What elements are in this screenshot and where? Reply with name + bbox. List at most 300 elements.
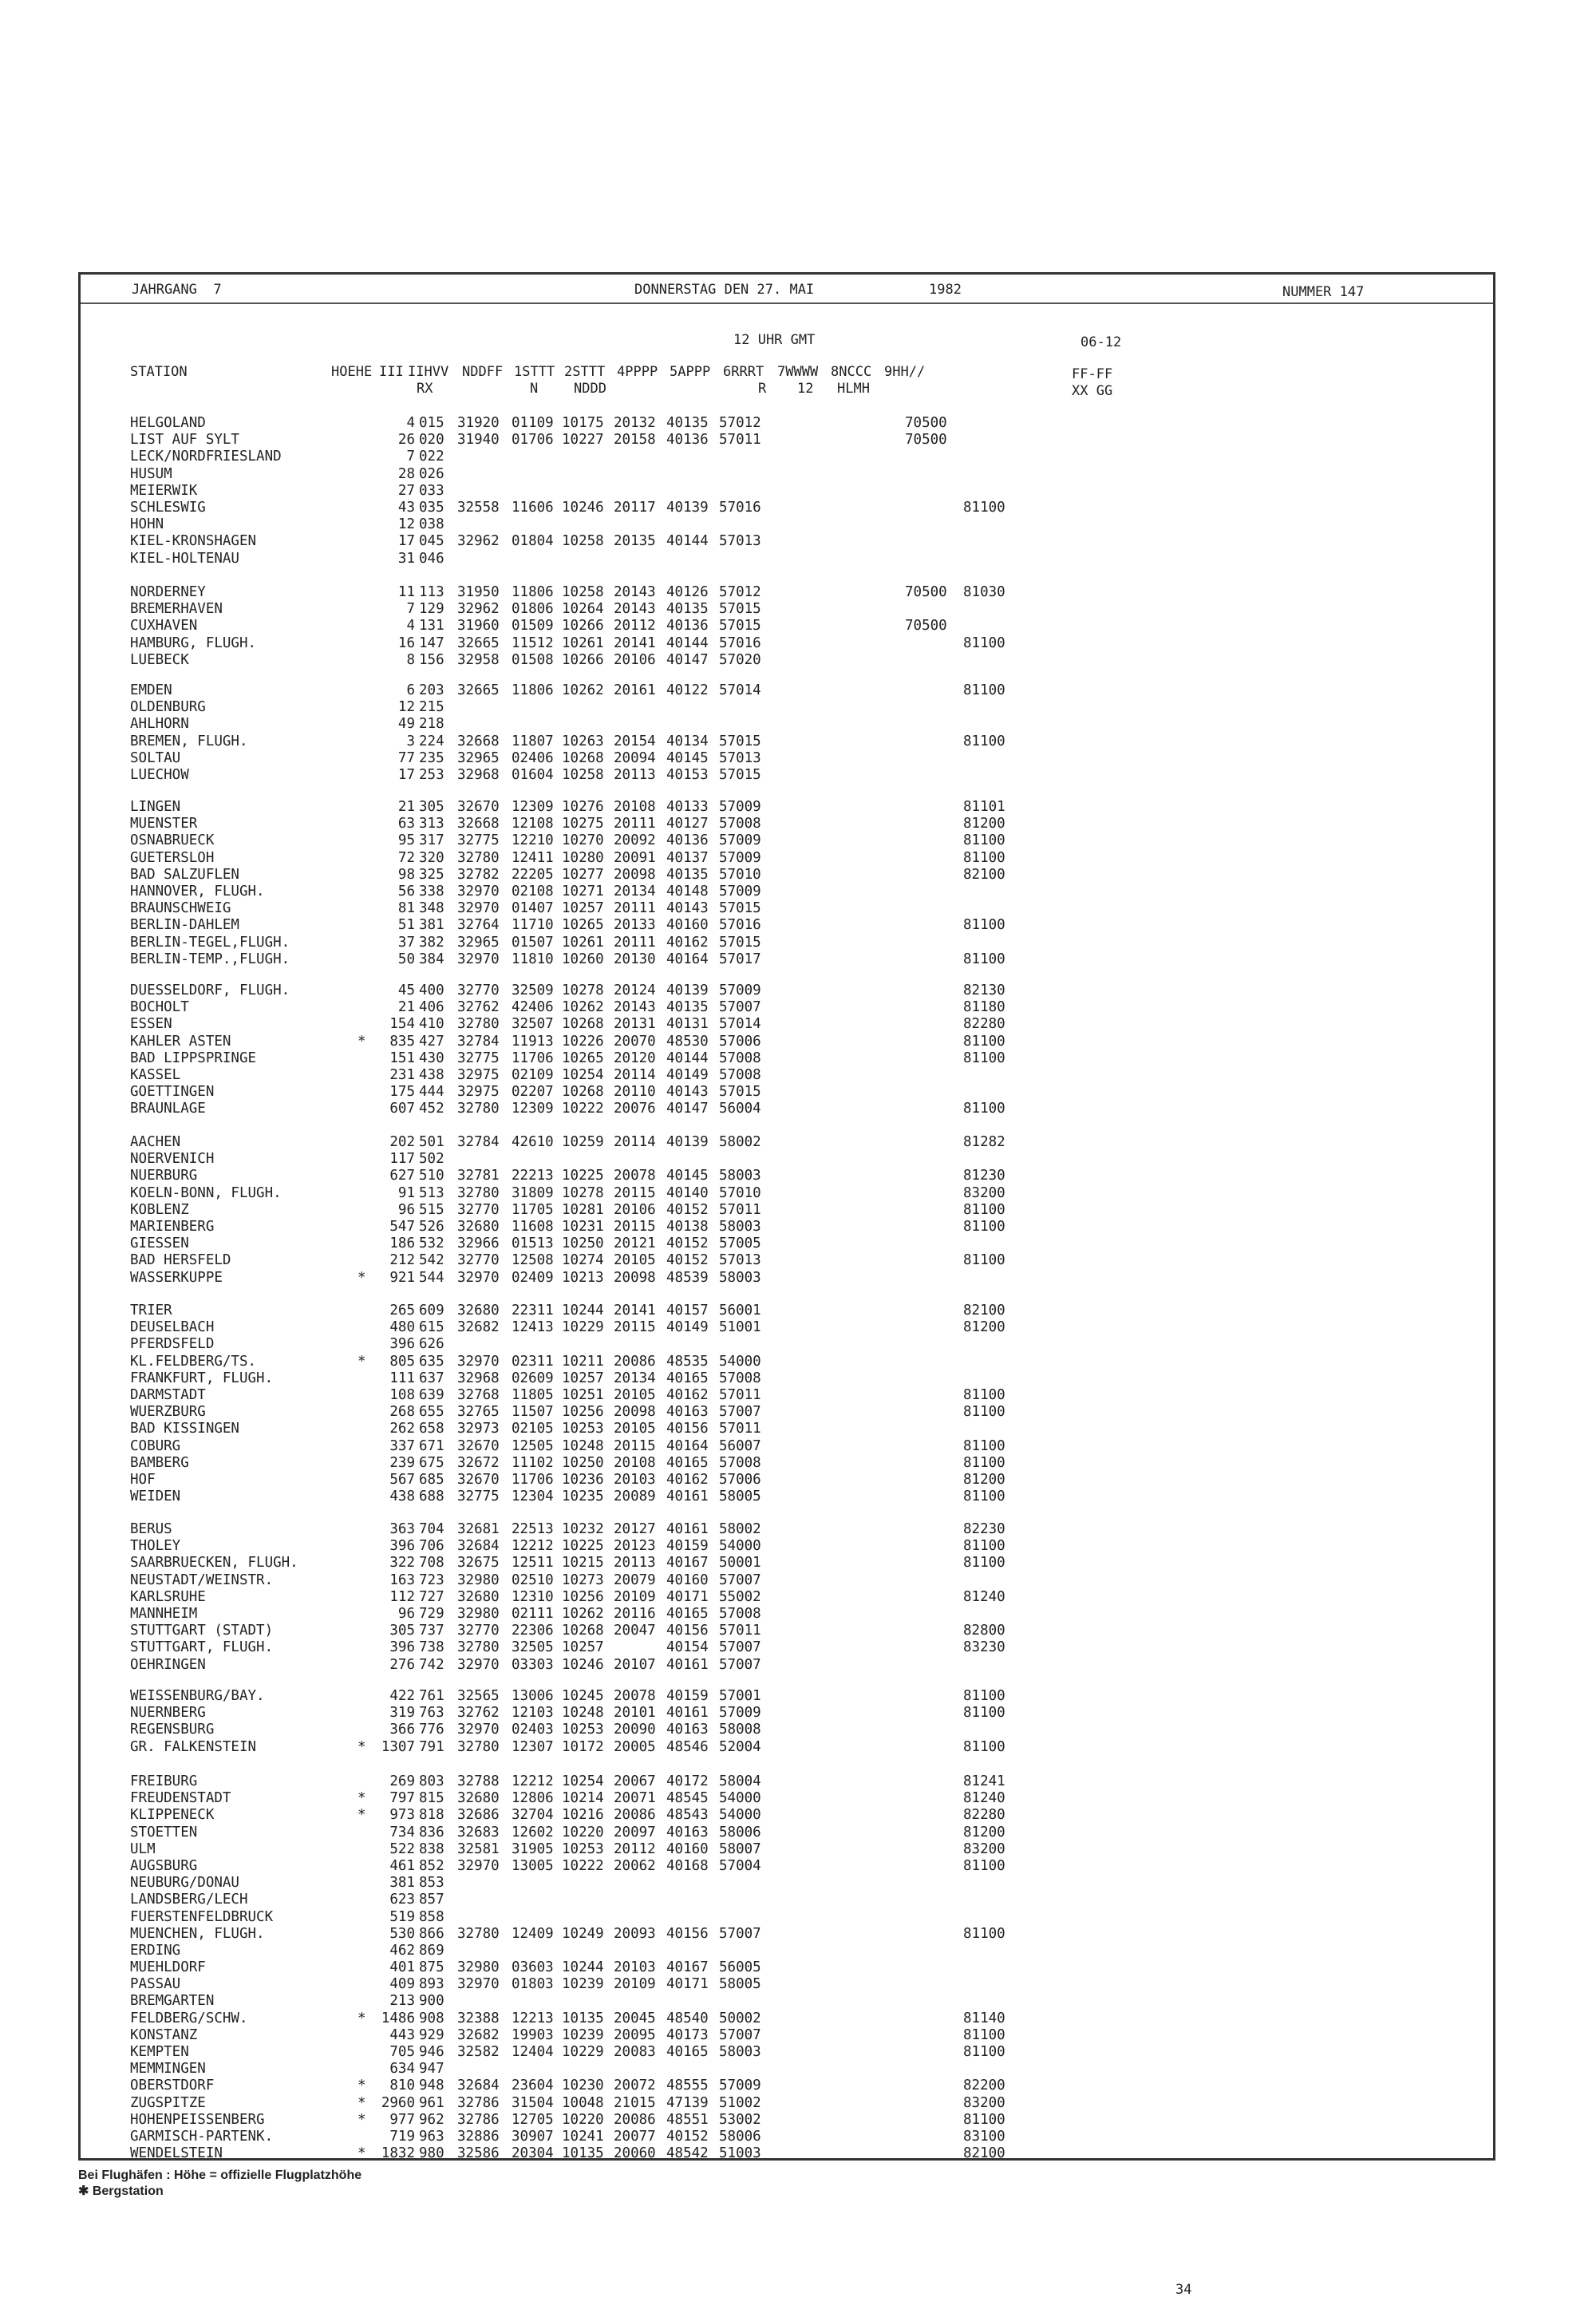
group-4pppp: 48551: [666, 2111, 709, 2128]
station-id: 869: [419, 1942, 444, 1959]
group-2sttt: 20127: [614, 1521, 656, 1537]
station-name: HUSUM: [130, 465, 172, 482]
group-8nccc: 82280: [963, 1016, 1005, 1033]
group-1sttt: 10257: [562, 1370, 604, 1386]
group-5appp: 58003: [719, 2044, 761, 2060]
group-5appp: 57015: [719, 934, 761, 951]
height: 186: [389, 1236, 415, 1252]
group-5appp: 54000: [719, 1538, 761, 1555]
station-name: FREIBURG: [130, 1773, 198, 1789]
station-group-3: [130, 682, 1493, 784]
group-1sttt: 10175: [562, 415, 604, 431]
station-id: 410: [419, 1016, 444, 1033]
station-id: 655: [419, 1404, 444, 1421]
group-5appp: 58007: [719, 1840, 761, 1857]
group-iihvv: 32786: [457, 2111, 500, 2128]
group-iihvv: 32980: [457, 1605, 500, 1622]
group-4pppp: 40161: [666, 1656, 709, 1673]
station-row: [130, 1657, 1493, 1674]
height: 305: [389, 1623, 415, 1639]
station-row: [130, 2112, 1493, 2129]
station-id: 658: [419, 1421, 444, 1437]
group-1sttt: 10246: [562, 499, 604, 516]
station-name: GIESSEN: [130, 1236, 189, 1252]
group-nddff: 02105: [512, 1421, 554, 1437]
height: 95: [397, 832, 415, 849]
group-1sttt: 10253: [562, 1421, 604, 1437]
group-iihvv: 32886: [457, 2128, 500, 2145]
group-nddff: 11606: [512, 499, 554, 516]
group-8nccc: 81100: [963, 682, 1005, 698]
station-id: 704: [419, 1521, 444, 1537]
station-id: 671: [419, 1437, 444, 1454]
group-1sttt: 10235: [562, 1489, 604, 1505]
station-row: [130, 1236, 1493, 1252]
group-5appp: 57010: [719, 866, 761, 883]
group-1sttt: 10266: [562, 618, 604, 635]
station-name: KARLSRUHE: [130, 1588, 206, 1605]
group-8nccc: 81100: [963, 1454, 1005, 1471]
group-8nccc: 81100: [963, 1404, 1005, 1421]
group-1sttt: 10227: [562, 432, 604, 449]
station-id: 317: [419, 832, 444, 849]
group-5appp: 57020: [719, 651, 761, 668]
height: 462: [389, 1942, 415, 1959]
station-name: BREMGARTEN: [130, 1993, 215, 2010]
group-4pppp: 40161: [666, 1521, 709, 1537]
group-nddff: 02207: [512, 1084, 554, 1101]
station-group-9: [130, 1688, 1493, 1756]
group-5appp: 58006: [719, 1824, 761, 1840]
group-4pppp: 48545: [666, 1790, 709, 1807]
group-4pppp: 40160: [666, 917, 709, 934]
station-name: BREMEN, FLUGH.: [130, 733, 248, 749]
group-5appp: 58003: [719, 1218, 761, 1235]
station-name: MUENSTER: [130, 816, 198, 832]
group-2sttt: 20105: [614, 1421, 656, 1437]
group-2sttt: 20141: [614, 1303, 656, 1319]
group-2sttt: 20086: [614, 1353, 656, 1370]
height: 409: [389, 1976, 415, 1993]
group-nddff: 11710: [512, 917, 554, 934]
group-5appp: 57007: [719, 1925, 761, 1942]
group-1sttt: 10254: [562, 1773, 604, 1789]
group-8nccc: 81282: [963, 1134, 1005, 1150]
group-nddff: 01509: [512, 618, 554, 635]
station-name: BERLIN-TEGEL,FLUGH.: [130, 934, 290, 951]
group-nddff: 13005: [512, 1857, 554, 1874]
group-2sttt: 20113: [614, 1555, 656, 1572]
group-nddff: 12505: [512, 1437, 554, 1454]
station-row: [130, 733, 1493, 750]
station-id: 609: [419, 1303, 444, 1319]
group-4pppp: 40143: [666, 1084, 709, 1101]
group-5appp: 57014: [719, 682, 761, 698]
col-nddff: NDDFF: [462, 364, 504, 380]
group-5appp: 57015: [719, 766, 761, 783]
group-iihvv: 32686: [457, 1807, 500, 1824]
group-2sttt: 20086: [614, 2111, 656, 2128]
group-5appp: 57006: [719, 1033, 761, 1050]
height: 522: [389, 1840, 415, 1857]
station-id: 513: [419, 1184, 444, 1201]
group-nddff: 31504: [512, 2094, 554, 2111]
group-5appp: 57015: [719, 900, 761, 917]
height: 108: [389, 1386, 415, 1403]
group-8nccc: 81200: [963, 1824, 1005, 1840]
group-5appp: 56004: [719, 1101, 761, 1117]
station-id: 384: [419, 951, 444, 967]
height: 461: [389, 1857, 415, 1874]
group-8nccc: 83200: [963, 1840, 1005, 1857]
group-iihvv: 32958: [457, 651, 500, 668]
group-nddff: 12705: [512, 2111, 554, 2128]
group-8nccc: 81100: [963, 849, 1005, 866]
group-4pppp: 40136: [666, 618, 709, 635]
col-iihvv: IIHVV: [408, 364, 449, 380]
group-nddff: 12309: [512, 1101, 554, 1117]
group-8nccc: 83200: [963, 1184, 1005, 1201]
height: 519: [389, 1908, 415, 1925]
group-4pppp: 40153: [666, 766, 709, 783]
group-5appp: 55002: [719, 1588, 761, 1605]
group-nddff: 12212: [512, 1538, 554, 1555]
station-name: WEIDEN: [130, 1489, 181, 1505]
group-4pppp: 40139: [666, 499, 709, 516]
group-1sttt: 10250: [562, 1236, 604, 1252]
height: 56: [397, 883, 415, 899]
station-row: [130, 1807, 1493, 1824]
group-2sttt: 20089: [614, 1489, 656, 1505]
station-row: [130, 1858, 1493, 1875]
group-4pppp: 40171: [666, 1588, 709, 1605]
footnotes: [78, 2168, 361, 2200]
station-id: 853: [419, 1875, 444, 1892]
station-row: [130, 1270, 1493, 1287]
group-1sttt: 10236: [562, 1471, 604, 1488]
station-name: NOERVENICH: [130, 1151, 215, 1168]
group-nddff: 11102: [512, 1454, 554, 1471]
station-id: 038: [419, 516, 444, 533]
group-2sttt: 20090: [614, 1722, 656, 1738]
height: 366: [389, 1722, 415, 1738]
group-iihvv: 32965: [457, 934, 500, 951]
station-row: [130, 1623, 1493, 1639]
group-2sttt: 20103: [614, 1959, 656, 1976]
group-iihvv: 32780: [457, 1925, 500, 1942]
group-4pppp: 40144: [666, 533, 709, 550]
group-1sttt: 10262: [562, 999, 604, 1016]
group-iihvv: 32565: [457, 1688, 500, 1704]
group-8nccc: 82230: [963, 1521, 1005, 1537]
group-2sttt: 20109: [614, 1588, 656, 1605]
group-5appp: 57009: [719, 982, 761, 998]
station-id: 866: [419, 1925, 444, 1942]
station-id: 430: [419, 1050, 444, 1066]
group-8nccc: 81200: [963, 816, 1005, 832]
group-5appp: 57007: [719, 2026, 761, 2043]
station-name: LECK/NORDFRIESLAND: [130, 449, 282, 465]
station-name: ULM: [130, 1840, 156, 1857]
group-8nccc: 81100: [963, 1555, 1005, 1572]
group-7wwww: 70500: [905, 618, 947, 635]
mountain-marker: *: [358, 1790, 366, 1807]
station-name: NUERBURG: [130, 1168, 198, 1184]
station-group-8: [130, 1521, 1493, 1674]
station-id: 129: [419, 601, 444, 618]
group-5appp: 50002: [719, 2010, 761, 2026]
group-8nccc: 81240: [963, 1588, 1005, 1605]
station-name: BAD KISSINGEN: [130, 1421, 239, 1437]
station-name: AACHEN: [130, 1134, 181, 1150]
group-8nccc: 81100: [963, 1050, 1005, 1066]
group-iihvv: 32765: [457, 1404, 500, 1421]
station-id: 253: [419, 766, 444, 783]
group-4pppp: 40144: [666, 1050, 709, 1066]
station-id: 532: [419, 1236, 444, 1252]
group-nddff: 01513: [512, 1236, 554, 1252]
group-5appp: 57011: [719, 1623, 761, 1639]
station-group-1: [130, 415, 1493, 567]
col-hoehe: HOEHE: [331, 364, 373, 380]
group-2sttt: 20108: [614, 799, 656, 815]
height: 3: [406, 733, 415, 749]
station-row: [130, 1976, 1493, 1993]
group-1sttt: 10273: [562, 1572, 604, 1588]
group-iihvv: 32788: [457, 1773, 500, 1789]
group-2sttt: 20143: [614, 584, 656, 600]
group-nddff: 11806: [512, 584, 554, 600]
station-name: WASSERKUPPE: [130, 1269, 223, 1286]
group-2sttt: 20047: [614, 1623, 656, 1639]
station-id: 438: [419, 1066, 444, 1083]
group-1sttt: 10278: [562, 1184, 604, 1201]
group-8nccc: 81100: [963, 1538, 1005, 1555]
group-nddff: 02311: [512, 1353, 554, 1370]
station-row: [130, 1185, 1493, 1202]
jahrgang: JAHRGANG 7: [132, 282, 222, 298]
group-1sttt: 10216: [562, 1807, 604, 1824]
station-id: 501: [419, 1134, 444, 1150]
height: 151: [389, 1050, 415, 1066]
station-id: 156: [419, 651, 444, 668]
station-name: NEUBURG/DONAU: [130, 1875, 239, 1892]
height: 396: [389, 1538, 415, 1555]
height: 43: [397, 499, 415, 516]
station-name: AUGSBURG: [130, 1857, 198, 1874]
station-name: MANNHEIM: [130, 1605, 198, 1622]
col-station: STATION: [130, 364, 188, 380]
station-row: [130, 1773, 1493, 1790]
station-name: MUENCHEN, FLUGH.: [130, 1925, 265, 1942]
station-row: [130, 1202, 1493, 1219]
group-iihvv: 32770: [457, 982, 500, 998]
group-8nccc: 82100: [963, 2145, 1005, 2162]
group-8nccc: 81240: [963, 1790, 1005, 1807]
mountain-marker: *: [358, 2094, 366, 2111]
station-name: CUXHAVEN: [130, 618, 198, 635]
group-1sttt: 10259: [562, 1134, 604, 1150]
group-5appp: 57007: [719, 999, 761, 1016]
group-5appp: 54000: [719, 1807, 761, 1824]
height: 212: [389, 1252, 415, 1269]
station-name: WENDELSTEIN: [130, 2145, 223, 2162]
group-iihvv: 32975: [457, 1084, 500, 1101]
group-8nccc: 81200: [963, 1319, 1005, 1336]
group-5appp: 58006: [719, 2128, 761, 2145]
group-5appp: 56007: [719, 1437, 761, 1454]
mountain-marker: *: [358, 1269, 366, 1286]
col-6rrrt-sub: R: [758, 381, 767, 397]
station-id: 791: [419, 1738, 444, 1755]
station-name: HANNOVER, FLUGH.: [130, 883, 265, 899]
group-4pppp: 40133: [666, 799, 709, 815]
height: 154: [389, 1016, 415, 1033]
group-5appp: 58002: [719, 1521, 761, 1537]
group-4pppp: 40173: [666, 2026, 709, 2043]
group-nddff: 42610: [512, 1134, 554, 1150]
group-2sttt: 20072: [614, 2078, 656, 2094]
group-5appp: 50001: [719, 1555, 761, 1572]
group-5appp: 51003: [719, 2145, 761, 2162]
height: 163: [389, 1572, 415, 1588]
group-1sttt: 10275: [562, 816, 604, 832]
station-name: HOF: [130, 1471, 156, 1488]
group-5appp: 57008: [719, 1050, 761, 1066]
height: 31: [397, 550, 415, 567]
station-id: 742: [419, 1656, 444, 1673]
station-row: [130, 2010, 1493, 2027]
mountain-marker: *: [358, 2010, 366, 2026]
mountain-marker: *: [358, 2078, 366, 2094]
group-iihvv: 31920: [457, 415, 500, 431]
station-row: [130, 1252, 1493, 1269]
station-row: [130, 1101, 1493, 1117]
group-5appp: 57007: [719, 1639, 761, 1656]
height: 96: [397, 1201, 415, 1218]
group-1sttt: 10248: [562, 1437, 604, 1454]
group-8nccc: 81100: [963, 1738, 1005, 1755]
group-1sttt: 10268: [562, 1623, 604, 1639]
height: 269: [389, 1773, 415, 1789]
station-row: [130, 917, 1493, 934]
station-name: MEMMINGEN: [130, 2061, 206, 2078]
group-nddff: 01604: [512, 766, 554, 783]
group-4pppp: 40156: [666, 1623, 709, 1639]
group-iihvv: 32775: [457, 1050, 500, 1066]
station-row: [130, 884, 1493, 900]
station-id: 962: [419, 2111, 444, 2128]
group-2sttt: 20132: [614, 415, 656, 431]
group-iihvv: 32784: [457, 1033, 500, 1050]
group-1sttt: 10257: [562, 900, 604, 917]
height: 1307: [381, 1738, 415, 1755]
group-8nccc: 81100: [963, 1688, 1005, 1704]
group-4pppp: 40160: [666, 1572, 709, 1588]
group-nddff: 12508: [512, 1252, 554, 1269]
height: 7: [406, 601, 415, 618]
group-iihvv: 31940: [457, 432, 500, 449]
col-6rrrt: 6RRRT: [723, 364, 764, 380]
station-name: KLIPPENECK: [130, 1807, 215, 1824]
group-2sttt: 20106: [614, 651, 656, 668]
station-row: [130, 1084, 1493, 1101]
group-5appp: 57001: [719, 1688, 761, 1704]
group-nddff: 01803: [512, 1976, 554, 1993]
station-row: [130, 750, 1493, 767]
station-name: SOLTAU: [130, 749, 181, 766]
height: 627: [389, 1168, 415, 1184]
height: 63: [397, 816, 415, 832]
group-nddff: 02609: [512, 1370, 554, 1386]
station-id: 857: [419, 1892, 444, 1908]
station-row: [130, 1370, 1493, 1387]
station-name: BRAUNLAGE: [130, 1101, 206, 1117]
station-row: [130, 1892, 1493, 1908]
group-8nccc: 83230: [963, 1639, 1005, 1656]
station-id: 381: [419, 917, 444, 934]
station-row: [130, 1303, 1493, 1319]
station-row: [130, 1521, 1493, 1538]
group-iihvv: 32784: [457, 1134, 500, 1150]
station-row: [130, 635, 1493, 652]
station-name: HELGOLAND: [130, 415, 206, 431]
group-1sttt: 10239: [562, 1976, 604, 1993]
group-iihvv: 32675: [457, 1555, 500, 1572]
station-row: [130, 1354, 1493, 1370]
group-nddff: 12213: [512, 2010, 554, 2026]
group-5appp: 56001: [719, 1303, 761, 1319]
station-id: 763: [419, 1705, 444, 1722]
group-8nccc: 81100: [963, 917, 1005, 934]
group-iihvv: 32970: [457, 1857, 500, 1874]
group-2sttt: 20130: [614, 951, 656, 967]
group-1sttt: 10220: [562, 2111, 604, 2128]
height: 835: [389, 1033, 415, 1050]
group-7wwww: 70500: [905, 415, 947, 431]
group-iihvv: 32581: [457, 1840, 500, 1857]
station-name: COBURG: [130, 1437, 181, 1454]
station-id: 815: [419, 1790, 444, 1807]
station-name: WUERZBURG: [130, 1404, 206, 1421]
group-2sttt: 20076: [614, 1101, 656, 1117]
group-iihvv: 32970: [457, 1722, 500, 1738]
group-8nccc: 81100: [963, 1218, 1005, 1235]
height: 6: [406, 682, 415, 698]
height: 96: [397, 1605, 415, 1622]
group-8nccc: 82100: [963, 1303, 1005, 1319]
station-name: GOETTINGEN: [130, 1084, 215, 1101]
height: 202: [389, 1134, 415, 1150]
station-row: [130, 2078, 1493, 2094]
group-nddff: 11705: [512, 1201, 554, 1218]
group-iihvv: 32670: [457, 799, 500, 815]
group-4pppp: 40165: [666, 2044, 709, 2060]
group-1sttt: 10253: [562, 1840, 604, 1857]
station-name: SCHLESWIG: [130, 499, 206, 516]
issue-number: NUMMER 147: [1282, 284, 1365, 300]
group-2sttt: 20060: [614, 2145, 656, 2162]
group-1sttt: 10266: [562, 651, 604, 668]
height: 50: [397, 951, 415, 967]
station-name: HOHENPEISSENBERG: [130, 2111, 265, 2128]
mountain-marker: *: [358, 1353, 366, 1370]
station-name: OSNABRUECK: [130, 832, 215, 849]
group-5appp: 58003: [719, 1168, 761, 1184]
group-5appp: 53002: [719, 2111, 761, 2128]
group-1sttt: 10215: [562, 1555, 604, 1572]
station-row: [130, 1943, 1493, 1959]
